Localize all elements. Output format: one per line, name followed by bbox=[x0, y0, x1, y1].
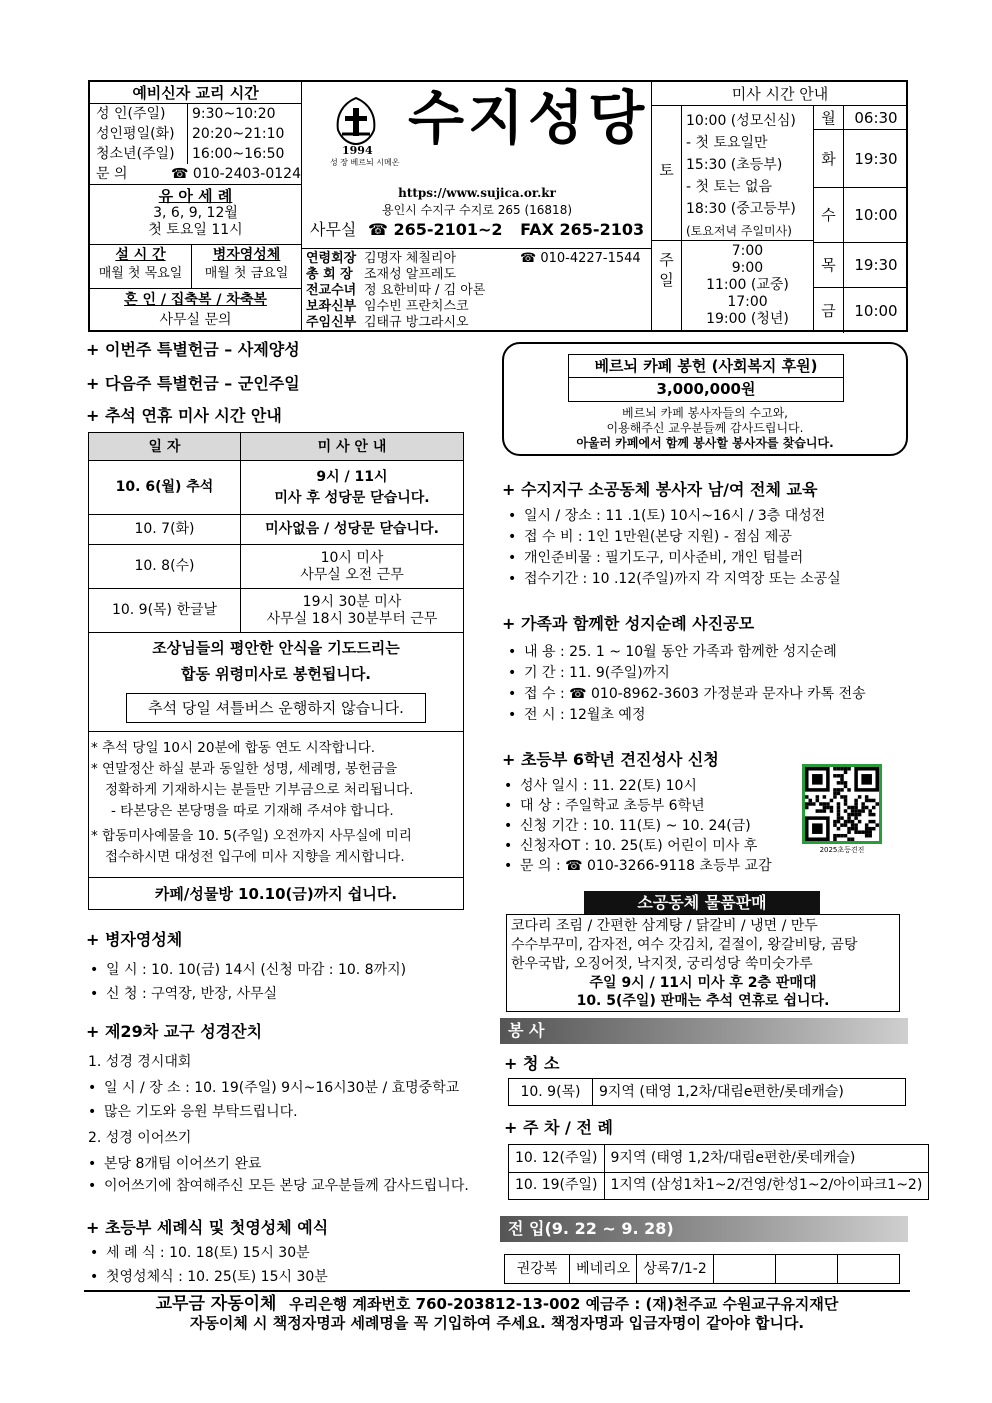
bullet-item bbox=[508, 642, 866, 663]
bullet-text: 접 수 : ☎ 010-8962-3603 가정분과 문자나 카톡 전송 bbox=[524, 686, 866, 702]
staff-row bbox=[306, 283, 647, 299]
cafe-message-2: 이용해주신 교우분들께 감사드립니다. bbox=[606, 421, 804, 435]
staff-row bbox=[306, 315, 647, 331]
holiday-mass-heading: + 추석 연휴 미사 시간 안내 bbox=[86, 406, 282, 425]
confession-time: 매월 첫 목요일 bbox=[98, 265, 183, 281]
memorial-line2: 합동 위령미사로 봉헌됩니다. bbox=[180, 665, 372, 683]
holiday-note: 접수하시면 대성전 입구에 미사 지향을 게시합니다. bbox=[105, 849, 405, 865]
bullet-dot-icon: • bbox=[90, 1269, 99, 1285]
sunday-mass-line: 7:00 bbox=[731, 243, 764, 259]
transfer-bar: 전 입(9. 22 ~ 9. 28) bbox=[500, 1216, 908, 1242]
staff-name: 김명자 체칠리아 bbox=[364, 251, 457, 266]
service-date: 10. 9(목) bbox=[509, 1079, 593, 1106]
bullet-dot-icon: • bbox=[508, 529, 517, 545]
catechesis-row bbox=[90, 124, 301, 144]
bullet-item bbox=[508, 684, 866, 705]
infant-baptism-day: 첫 토요일 11시 bbox=[148, 221, 243, 238]
bullet-dot-icon: • bbox=[504, 778, 513, 794]
catechesis-row-value: 9:30~10:20 bbox=[192, 106, 276, 122]
holiday-info-line: 미사없음 / 성당문 닫습니다. bbox=[265, 521, 439, 538]
holiday-table-header bbox=[89, 433, 463, 461]
holiday-info bbox=[241, 589, 463, 632]
bullet-text: 일 시 / 장 소 : 10. 19(주일) 9시~16시30분 / 효명중학교 bbox=[104, 1080, 460, 1096]
saturday-label: 토 bbox=[652, 106, 682, 241]
staff-row bbox=[306, 299, 647, 315]
memorial-line1: 조상님들의 평안한 안식을 기도드리는 bbox=[152, 639, 400, 657]
bullet-text: 대 상 : 주일학교 초등부 6학년 bbox=[520, 798, 705, 814]
saturday-mass-line: - 첫 토요일만 bbox=[686, 135, 768, 151]
bullet-item bbox=[88, 1076, 459, 1100]
holiday-info-line: 미사 후 성당문 닫습니다. bbox=[274, 489, 430, 506]
sales-line: 코다리 조림 / 간편한 삼계탕 / 닭갈비 / 냉면 / 만두 bbox=[511, 918, 818, 934]
catechesis-row-value: ☎ 010-2403-0124 bbox=[171, 166, 301, 182]
holiday-note: - 타본당은 본당명을 따로 기재해 주셔야 합니다. bbox=[111, 803, 394, 819]
cleaning-heading: + 청 소 bbox=[504, 1054, 560, 1073]
saturday-mass-line: 15:30 (초등부) bbox=[686, 157, 783, 173]
cleaning-table bbox=[508, 1078, 906, 1106]
saturday-mass-list bbox=[682, 106, 814, 241]
header-box bbox=[88, 80, 908, 332]
bullet-dot-icon: • bbox=[90, 1245, 99, 1261]
sales-items bbox=[511, 917, 895, 974]
staff-role: 주임신부 bbox=[306, 315, 357, 330]
holiday-date: 10. 7(화) bbox=[89, 515, 241, 544]
confirmation-heading: + 초등부 6학년 견진성사 신청 bbox=[502, 750, 719, 769]
sick-communion-title: 병자영성체 bbox=[212, 247, 281, 263]
shuttle-notice: 추석 당일 셔틀버스 운행하지 않습니다. bbox=[126, 693, 426, 723]
bullet-text: 기 간 : 11. 9(주일)까지 bbox=[524, 665, 670, 681]
bullet-item bbox=[508, 548, 841, 569]
cafe-message-3: 아울러 카페에서 함께 봉사할 봉사자를 찾습니다. bbox=[576, 436, 834, 450]
wedding-contact: 사무실 문의 bbox=[159, 311, 232, 328]
holiday-col-info: 미 사 안 내 bbox=[317, 439, 387, 455]
bullet-item bbox=[508, 527, 841, 548]
bullet-dot-icon: • bbox=[88, 1104, 97, 1120]
holiday-notes bbox=[89, 731, 463, 868]
cafe-offering-title: 베르뇌 카페 봉헌 (사회복지 후원) bbox=[568, 354, 844, 378]
confirmation-items bbox=[504, 776, 772, 876]
bullet-item bbox=[508, 705, 866, 726]
sick-communion-heading: + 병자영성체 bbox=[86, 930, 183, 949]
holiday-info-line: 9시 / 11시 bbox=[316, 468, 388, 485]
confession-sick-row bbox=[90, 244, 301, 288]
parish-address: 용인시 수지구 수지로 265 (16818) bbox=[381, 203, 573, 217]
sick-communion-time: 매월 첫 금요일 bbox=[204, 265, 289, 281]
staff-name: 김태규 방그라시오 bbox=[364, 315, 469, 330]
staff-list bbox=[302, 248, 652, 332]
staff-name: 임수빈 프란치스코 bbox=[364, 299, 469, 314]
bullet-dot-icon: • bbox=[508, 550, 517, 566]
bullet-item bbox=[504, 776, 772, 796]
parking-heading: + 주 차 / 전 례 bbox=[504, 1118, 613, 1137]
weekday-mass-list bbox=[814, 106, 908, 332]
autopay-title: 교무금 자동이체 bbox=[155, 1294, 277, 1314]
parish-logo-icon bbox=[334, 96, 378, 146]
weekday-row bbox=[814, 188, 908, 243]
bullet-dot-icon: • bbox=[508, 508, 517, 524]
bullet-dot-icon: • bbox=[504, 798, 513, 814]
mass-title: 미사 시간 안내 bbox=[652, 82, 908, 106]
weekday-time: 19:30 bbox=[854, 256, 898, 274]
parish-name: 수지성당 bbox=[408, 84, 649, 152]
service-row bbox=[509, 1145, 929, 1173]
office-phone: ☎ 265-2101~2 bbox=[367, 220, 503, 239]
footer-line-2: 자동이체 시 책정자명과 세례명을 꼭 기입하여 주세요. 책정자명과 입금자명이 같아야 합니다. bbox=[189, 1314, 805, 1332]
bullet-dot-icon: • bbox=[504, 858, 513, 874]
special-offering-next-week: + 다음주 특별헌금 – 군인주일 bbox=[86, 374, 300, 393]
parish-year: 1994 bbox=[342, 144, 373, 157]
staff-role: 보좌신부 bbox=[306, 299, 357, 314]
holiday-note: * 연말정산 하실 분과 동일한 성명, 세례명, 봉헌금을 bbox=[91, 761, 398, 777]
transfer-cell bbox=[775, 1255, 837, 1284]
mass-panel bbox=[652, 82, 908, 332]
service-area: 9지역 (태영 1,2차/대림e편한/롯데캐슬) bbox=[604, 1145, 929, 1173]
staff-name: 정 요한비따 / 김 아론 bbox=[364, 283, 486, 298]
transfer-cell: 상록7/1-2 bbox=[637, 1255, 714, 1284]
bullet-dot-icon: • bbox=[88, 1178, 97, 1194]
bullet-text: 신청 기간 : 10. 11(토) ~ 10. 24(금) bbox=[520, 818, 751, 834]
sales-time: 주일 9시 / 11시 미사 후 2층 판매대 bbox=[589, 975, 817, 991]
bible-festival-heading: + 제29차 교구 성경잔치 bbox=[86, 1022, 263, 1041]
bible-quiz-title: 1. 성경 경시대회 bbox=[88, 1054, 192, 1070]
sales-box bbox=[506, 914, 900, 1012]
sales-note: 10. 5(주일) 판매는 추석 연휴로 쉽니다. bbox=[576, 993, 830, 1009]
parish-patron: 성 장 베르뇌 시메온 bbox=[330, 158, 400, 167]
bullet-dot-icon: • bbox=[504, 838, 513, 854]
footer-line-1 bbox=[84, 1294, 910, 1314]
saturday-mass-line: 10:00 (성모신심) bbox=[686, 113, 796, 129]
staff-row bbox=[306, 267, 647, 283]
holiday-row bbox=[89, 515, 463, 545]
children-sacrament-items bbox=[90, 1241, 328, 1289]
bullet-item bbox=[508, 663, 866, 684]
staff-role: 연령회장 bbox=[306, 251, 357, 266]
bullet-dot-icon: • bbox=[508, 665, 517, 681]
catechesis-row-label: 성인평일(화) bbox=[90, 124, 188, 144]
service-row bbox=[509, 1172, 929, 1200]
staff-name: 조재성 알프레도 bbox=[364, 267, 457, 282]
holiday-note: * 추석 당일 10시 20분에 합동 연도 시작합니다. bbox=[91, 740, 376, 756]
catechesis-rows bbox=[90, 104, 301, 184]
holiday-date: 10. 8(수) bbox=[89, 545, 241, 588]
bullet-text: 신 청 : 구역장, 반장, 사무실 bbox=[106, 986, 278, 1002]
bullet-dot-icon: • bbox=[88, 1080, 97, 1096]
qr-caption: 2025초등견진 bbox=[819, 846, 865, 854]
bullet-dot-icon: • bbox=[508, 707, 517, 723]
catechesis-row-value: 16:00~16:50 bbox=[192, 146, 285, 162]
bullet-dot-icon: • bbox=[88, 1156, 97, 1172]
parking-table bbox=[508, 1144, 929, 1200]
service-area: 9지역 (태영 1,2차/대림e편한/롯데캐슬) bbox=[593, 1079, 906, 1106]
bullet-text: 접수기간 : 10 .12(주일)까지 각 지역장 또는 소공실 bbox=[524, 571, 841, 587]
weekday-label: 화 bbox=[814, 130, 844, 187]
weekday-row bbox=[814, 288, 908, 333]
cafe-offering-box bbox=[502, 342, 908, 456]
photo-contest-heading: + 가족과 함께한 성지순례 사진공모 bbox=[502, 614, 755, 633]
sunday-label-text: 주 일 bbox=[659, 251, 674, 289]
children-sacrament-heading: + 초등부 세례식 및 첫영성체 예식 bbox=[86, 1218, 329, 1237]
bullet-item bbox=[88, 1175, 469, 1197]
bullet-dot-icon: • bbox=[508, 644, 517, 660]
staff-row bbox=[306, 251, 647, 267]
bullet-item bbox=[90, 1241, 328, 1265]
weekday-row bbox=[814, 106, 908, 130]
service-date: 10. 12(주일) bbox=[509, 1145, 605, 1173]
holiday-row bbox=[89, 461, 463, 515]
bullet-item bbox=[504, 856, 772, 876]
weekday-time: 06:30 bbox=[854, 108, 898, 127]
bible-copy-title: 2. 성경 이어쓰기 bbox=[88, 1130, 192, 1146]
wedding-title: 혼 인 / 집축복 / 차축복 bbox=[124, 292, 267, 308]
bullet-item bbox=[508, 569, 841, 590]
qr-code-icon bbox=[805, 767, 879, 841]
bullet-text: 일 시 : 10. 10(금) 14시 (신청 마감 : 10. 8까지) bbox=[106, 962, 407, 978]
saturday-mass-line: (토요저녁 주일미사) bbox=[686, 224, 792, 238]
cafe-message-1: 베르뇌 카페 봉사자들의 수고와, bbox=[622, 406, 788, 420]
bullet-text: 전 시 : 12월초 예정 bbox=[524, 707, 646, 723]
cafe-closed-notice: 카페/성물방 10.10(금)까지 쉽니다. bbox=[89, 877, 463, 909]
holiday-info-line: 19시 30분 미사 bbox=[302, 593, 402, 610]
wedding-cell bbox=[90, 288, 301, 330]
holiday-note: 정확하게 기재하시는 분들만 기부금으로 처리됩니다. bbox=[105, 782, 414, 798]
bullet-text: 일시 / 장소 : 11 .1(토) 10시~16시 / 3층 대성전 bbox=[524, 508, 826, 524]
bullet-text: 개인준비물 : 필기도구, 미사준비, 개인 텀블러 bbox=[524, 550, 804, 566]
bullet-item bbox=[508, 506, 841, 527]
bullet-item bbox=[504, 816, 772, 836]
service-date: 10. 19(주일) bbox=[509, 1172, 605, 1200]
bullet-dot-icon: • bbox=[508, 571, 517, 587]
bullet-dot-icon: • bbox=[90, 986, 99, 1002]
holiday-date: 10. 9(목) 한글날 bbox=[89, 589, 241, 632]
service-row bbox=[509, 1079, 906, 1106]
weekday-time: 10:00 bbox=[854, 301, 898, 320]
bullet-text: 신청자OT : 10. 25(토) 어린이 미사 후 bbox=[520, 838, 758, 854]
sales-line: 한우국밥, 오징어젓, 낙지젓, 궁리성당 쑥미숫가루 bbox=[511, 956, 813, 972]
sunday-mass-list bbox=[682, 241, 814, 332]
bullet-dot-icon: • bbox=[508, 686, 517, 702]
bullet-text: 성사 일시 : 11. 22(토) 10시 bbox=[520, 778, 697, 794]
bible-copy-items bbox=[88, 1153, 469, 1197]
special-offering-this-week: + 이번주 특별헌금 – 사제양성 bbox=[86, 340, 300, 359]
bullet-text: 본당 8개팀 이어쓰기 완료 bbox=[104, 1156, 262, 1172]
bullet-text: 이어쓰기에 참여해주신 모든 본당 교우분들께 감사드립니다. bbox=[104, 1178, 469, 1194]
bullet-item bbox=[90, 982, 406, 1006]
sick-communion-items bbox=[90, 958, 406, 1006]
confession-cell bbox=[90, 245, 192, 288]
transfer-cell bbox=[713, 1255, 775, 1284]
saturday-mass-line: - 첫 토는 없음 bbox=[686, 179, 773, 195]
transfer-cell: 베네리오 bbox=[570, 1255, 637, 1284]
holiday-info bbox=[241, 461, 463, 514]
bullet-text: 문 의 : ☎ 010-3266-9118 초등부 교감 bbox=[520, 858, 772, 874]
catechesis-row-value: 20:20~21:10 bbox=[192, 126, 285, 142]
sick-communion-cell bbox=[192, 245, 301, 288]
office-label: 사무실 bbox=[310, 220, 357, 239]
catechesis-row bbox=[90, 144, 301, 164]
bullet-item bbox=[88, 1100, 459, 1124]
sales-line: 수수부꾸미, 감자전, 여수 갓김치, 겉절이, 왕갈비탕, 곰탕 bbox=[511, 937, 858, 953]
holiday-row bbox=[89, 589, 463, 633]
service-area: 1지역 (삼성1차1~2/건영/한성1~2/아이파크1~2) bbox=[604, 1172, 929, 1200]
weekday-row bbox=[814, 130, 908, 188]
bullet-item bbox=[504, 796, 772, 816]
holiday-info-line: 사무실 오전 근무 bbox=[300, 566, 404, 583]
catechesis-row-label: 청소년(주일) bbox=[90, 144, 188, 164]
qr-code[interactable] bbox=[802, 764, 882, 844]
holiday-info-line: 10시 미사 bbox=[320, 549, 384, 566]
transfer-cell: 권강복 bbox=[505, 1255, 570, 1284]
service-bar: 봉 사 bbox=[500, 1018, 908, 1044]
volunteer-training-heading: + 수지지구 소공동체 봉사자 남/여 전체 교육 bbox=[502, 480, 818, 499]
bible-quiz-items bbox=[88, 1076, 459, 1124]
weekday-label: 월 bbox=[814, 106, 844, 129]
weekday-row bbox=[814, 243, 908, 288]
staff-role: 총 회 장 bbox=[306, 267, 353, 282]
transfer-table bbox=[504, 1254, 900, 1284]
holiday-date: 10. 6(월) 추석 bbox=[89, 461, 241, 514]
bullet-dot-icon: • bbox=[504, 818, 513, 834]
office-contact bbox=[310, 220, 644, 239]
parish-url: https://www.sujica.or.kr bbox=[398, 186, 556, 200]
catechesis-panel bbox=[90, 82, 302, 332]
footer-rule bbox=[84, 1290, 910, 1292]
weekday-label: 목 bbox=[814, 243, 844, 287]
sunday-mass-line: 19:00 (청년) bbox=[706, 311, 789, 327]
office-fax: FAX 265-2103 bbox=[520, 220, 645, 239]
holiday-row bbox=[89, 545, 463, 589]
photo-contest-items bbox=[508, 642, 866, 726]
holiday-box bbox=[88, 432, 464, 910]
infant-baptism bbox=[90, 184, 301, 244]
parish-panel bbox=[302, 82, 652, 248]
sunday-mass-line: 17:00 bbox=[727, 294, 768, 310]
weekday-time: 10:00 bbox=[854, 206, 898, 224]
confession-label: 설 시 간 bbox=[115, 247, 166, 263]
infant-baptism-months: 3, 6, 9, 12월 bbox=[153, 205, 238, 221]
cafe-offering-amount: 3,000,000원 bbox=[568, 378, 844, 402]
bullet-dot-icon: • bbox=[90, 962, 99, 978]
holiday-note: * 합동미사예물을 10. 5(주일) 오전까지 사무실에 미리 bbox=[91, 828, 412, 844]
sunday-label bbox=[652, 241, 682, 332]
sales-title: 소공동체 물품판매 bbox=[584, 891, 820, 915]
catechesis-row-label: 문 의 bbox=[96, 166, 128, 182]
bullet-item bbox=[90, 1265, 328, 1289]
catechesis-row bbox=[90, 104, 301, 124]
bullet-text: 세 례 식 : 10. 18(토) 15시 30분 bbox=[106, 1245, 310, 1261]
bullet-text: 내 용 : 25. 1 ~ 10월 동안 가족과 함께한 성지순례 bbox=[524, 644, 837, 660]
bullet-item bbox=[504, 836, 772, 856]
saturday-mass-line: 18:30 (중고등부) bbox=[686, 201, 796, 217]
weekday-label: 금 bbox=[814, 288, 844, 333]
catechesis-title: 예비신자 교리 시간 bbox=[90, 82, 301, 104]
holiday-info bbox=[241, 545, 463, 588]
bullet-item bbox=[90, 958, 406, 982]
infant-baptism-title: 유 아 세 례 bbox=[158, 187, 233, 205]
holiday-info-line: 사무실 18시 30분부터 근무 bbox=[266, 610, 438, 627]
transfer-cell bbox=[837, 1255, 899, 1284]
catechesis-row-label: 성 인(주일) bbox=[90, 104, 188, 124]
volunteer-training-items bbox=[508, 506, 841, 590]
staff-role: 전교수녀 bbox=[306, 283, 357, 298]
catechesis-row bbox=[90, 164, 301, 184]
staff-phone: ☎ 010-4227-1544 bbox=[520, 251, 641, 266]
weekday-label: 수 bbox=[814, 188, 844, 242]
holiday-col-date: 일 자 bbox=[89, 433, 241, 460]
bullet-text: 접 수 비 : 1인 1만원(본당 지원) - 점심 제공 bbox=[524, 529, 792, 545]
bullet-item bbox=[88, 1153, 469, 1175]
sunday-mass-line: 11:00 (교중) bbox=[706, 277, 789, 293]
weekday-time: 19:30 bbox=[854, 149, 898, 168]
autopay-account: 우리은행 계좌번호 760-203812-13-002 예금주 : (재)천주교 수원교구유지재단 bbox=[289, 1295, 839, 1313]
sunday-mass-line: 9:00 bbox=[731, 260, 764, 276]
bullet-text: 첫영성체식 : 10. 25(토) 15시 30분 bbox=[106, 1269, 328, 1285]
holiday-table-body bbox=[89, 461, 463, 633]
holiday-info bbox=[241, 515, 463, 544]
bullet-text: 많은 기도와 응원 부탁드립니다. bbox=[104, 1104, 298, 1120]
